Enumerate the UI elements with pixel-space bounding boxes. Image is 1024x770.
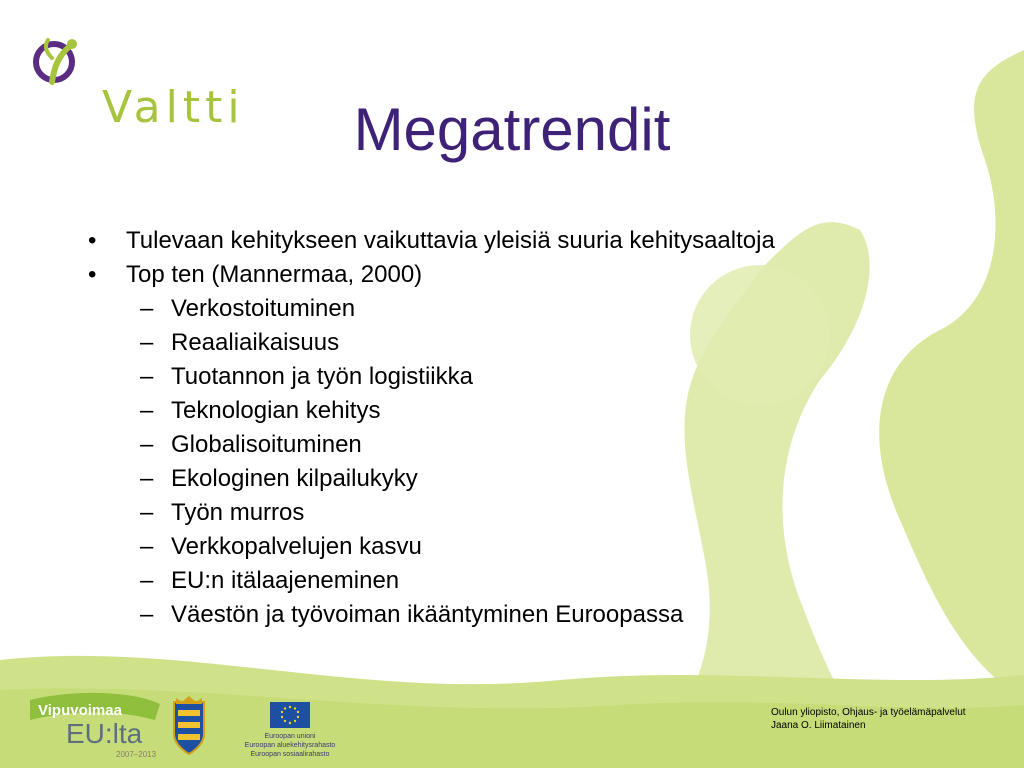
years-label: 2007–2013	[116, 750, 157, 759]
sub-bullet-item	[88, 292, 988, 326]
bullet-text: Top ten (Mannermaa, 2000)	[126, 261, 423, 288]
bullet-marker: –	[140, 567, 154, 594]
bullet-marker: –	[140, 431, 154, 458]
bullet-list	[88, 224, 988, 632]
bullet-text: Reaaliaikaisuus	[171, 329, 340, 356]
sub-bullet-item	[88, 598, 988, 632]
bullet-text: Ekologinen kilpailukyky	[171, 465, 418, 492]
coat-of-arms-icon	[166, 694, 212, 758]
sub-bullet-item	[88, 360, 988, 394]
bullet-marker: –	[140, 601, 154, 628]
bullet-marker: –	[140, 295, 154, 322]
bullet-text: Verkkopalvelujen kasvu	[171, 533, 422, 560]
bullet-marker: –	[140, 397, 154, 424]
footer-credit	[771, 706, 966, 732]
bullet-item	[88, 258, 988, 292]
bullet-marker: –	[140, 499, 154, 526]
bullet-marker: –	[140, 363, 154, 390]
bullet-marker: –	[140, 465, 154, 492]
slide-title: Megatrendit	[353, 96, 671, 163]
bullet-text: EU:n itälaajeneminen	[171, 567, 400, 594]
bullet-marker: •	[88, 261, 97, 288]
sub-bullet-item	[88, 326, 988, 360]
bullet-text: Teknologian kehitys	[171, 397, 381, 424]
credit-line-2: Jaana O. Liimatainen	[771, 720, 866, 731]
bullet-text: Verkostoituminen	[171, 295, 356, 322]
eu-line: Euroopan unioni	[264, 733, 316, 740]
eu-line: Euroopan sosiaalirahasto	[250, 751, 330, 758]
eu-line: Euroopan aluekehitysrahasto	[244, 742, 336, 749]
footer-logos	[30, 680, 350, 768]
sub-bullet-item	[88, 564, 988, 598]
bullet-marker: –	[140, 329, 154, 356]
sub-bullet-item	[88, 462, 988, 496]
bullet-text: Työn murros	[171, 499, 305, 526]
sub-bullet-item	[88, 394, 988, 428]
bullet-text: Tulevaan kehitykseen vaikuttavia yleisiä suuria kehitysaaltoja	[126, 227, 775, 254]
bullet-marker: –	[140, 533, 154, 560]
eu-flag-icon	[270, 702, 310, 728]
bullet-marker: •	[88, 227, 97, 254]
bullet-text: Globalisoituminen	[171, 431, 362, 458]
bullet-text: Tuotannon ja työn logistiikka	[171, 363, 473, 390]
sub-bullet-item	[88, 496, 988, 530]
bullet-item	[88, 224, 988, 258]
bullet-text: Väestön ja työvoiman ikääntyminen Euroopassa	[171, 601, 684, 628]
eu-funding-text	[226, 732, 354, 759]
vipuvoimaa-label: Vipuvoimaa	[38, 702, 122, 719]
eulta-label: EU:lta	[66, 718, 143, 749]
sub-bullet-item	[88, 428, 988, 462]
sub-bullet-item	[88, 530, 988, 564]
valtti-sprout-icon	[22, 18, 112, 98]
credit-line-1: Oulun yliopisto, Ohjaus- ja työelämäpalvelut	[771, 707, 966, 718]
logo-text: Valtti	[102, 82, 245, 133]
